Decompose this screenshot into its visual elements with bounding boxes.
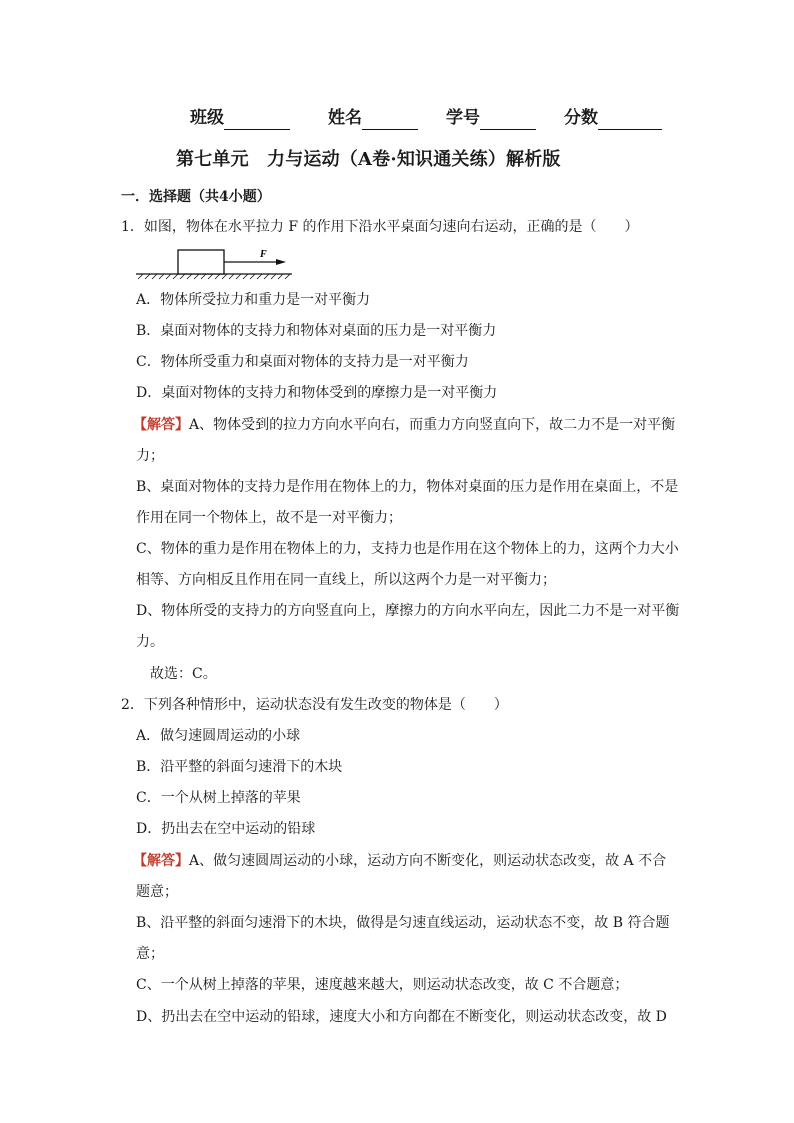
class-blank (224, 111, 290, 130)
q1-answer-line-6: 相等、方向相反且作用在同一直线上，所以这两个力是一对平衡力； (136, 572, 556, 588)
q2-answer-line-6: D、扔出去在空中运动的铅球，速度大小和方向都在不断变化，则运动状态改变，故 D (136, 1009, 667, 1025)
q2-stem: 2．下列各种情形中，运动状态没有发生改变的物体是（ ） (121, 697, 508, 713)
class-label: 班级 (190, 108, 224, 128)
q2-option-a: A．做匀速圆周运动的小球 (136, 728, 301, 744)
q1-answer-label: 【解答】 (133, 417, 189, 433)
q1-force-diagram (136, 244, 296, 280)
q2-answer-text-1: A、做匀速圆周运动的小球，运动方向不断变化，则运动状态改变，故 A 不合 (189, 853, 667, 869)
name-field (328, 106, 418, 130)
q1-option-d: D．桌面对物体的支持力和物体受到的摩擦力是一对平衡力 (136, 385, 498, 401)
score-label: 分数 (564, 108, 598, 128)
student-info-header (190, 106, 662, 130)
q1-stem: 1．如图，物体在水平拉力 F 的作用下沿水平桌面匀速向右运动，正确的是（ ） (121, 219, 639, 235)
q1-answer-line-8: 力。 (136, 634, 164, 650)
score-field (564, 106, 662, 130)
q1-answer-line-5: C、物体的重力是作用在物体上的力，支持力也是作用在这个物体上的力，这两个力大小 (136, 541, 679, 557)
q1-option-c: C．物体所受重力和桌面对物体的支持力是一对平衡力 (136, 354, 469, 370)
q2-option-d: D．扔出去在空中运动的铅球 (136, 821, 316, 837)
ground-hatch (136, 274, 292, 279)
force-label: F (260, 249, 267, 260)
force-arrowhead (276, 259, 286, 265)
student-id-blank (480, 111, 536, 130)
q1-answer-line-1 (133, 415, 675, 435)
block-object (178, 250, 224, 274)
q1-answer-line-2: 力； (136, 448, 164, 464)
name-label: 姓名 (328, 108, 362, 128)
section-heading: 一．选择题（共4小题） (121, 189, 271, 205)
student-id-label: 学号 (446, 108, 480, 128)
q2-answer-line-5: C、一个从树上掉落的苹果，速度越来越大，则运动状态改变，故 C 不合题意； (136, 977, 629, 993)
student-id-field (446, 106, 536, 130)
q1-choice: 故选：C。 (150, 666, 217, 682)
q2-answer-line-1 (133, 851, 666, 871)
q1-answer-line-4: 作用在同一个物体上，故不是一对平衡力； (136, 510, 402, 526)
q1-answer-line-3: B、桌面对物体的支持力是作用在物体上的力，物体对桌面的压力是作用在桌面上，不是 (136, 479, 679, 495)
q2-answer-line-4: 意； (136, 946, 164, 962)
q2-answer-line-3: B、沿平整的斜面匀速滑下的木块，做得是匀速直线运动，运动状态不变，故 B 符合题 (136, 915, 670, 931)
q1-answer-text-1: A、物体受到的拉力方向水平向右，而重力方向竖直向下，故二力不是一对平衡 (189, 417, 676, 433)
name-blank (362, 111, 418, 130)
q2-option-c: C．一个从树上掉落的苹果 (136, 790, 301, 806)
document-title: 第七单元 力与运动（A卷·知识通关练）解析版 (176, 149, 561, 170)
class-field (190, 106, 290, 130)
q2-answer-line-2: 题意； (136, 884, 178, 900)
q2-option-b: B．沿平整的斜面匀速滑下的木块 (136, 759, 343, 775)
q1-answer-line-7: D、物体所受的支持力的方向竖直向上，摩擦力的方向水平向左，因此二力不是一对平衡 (136, 603, 680, 619)
q1-option-b: B．桌面对物体的支持力和物体对桌面的压力是一对平衡力 (136, 323, 497, 339)
q2-answer-label: 【解答】 (133, 853, 189, 869)
score-blank (598, 111, 662, 130)
q1-option-a: A．物体所受拉力和重力是一对平衡力 (136, 292, 371, 308)
